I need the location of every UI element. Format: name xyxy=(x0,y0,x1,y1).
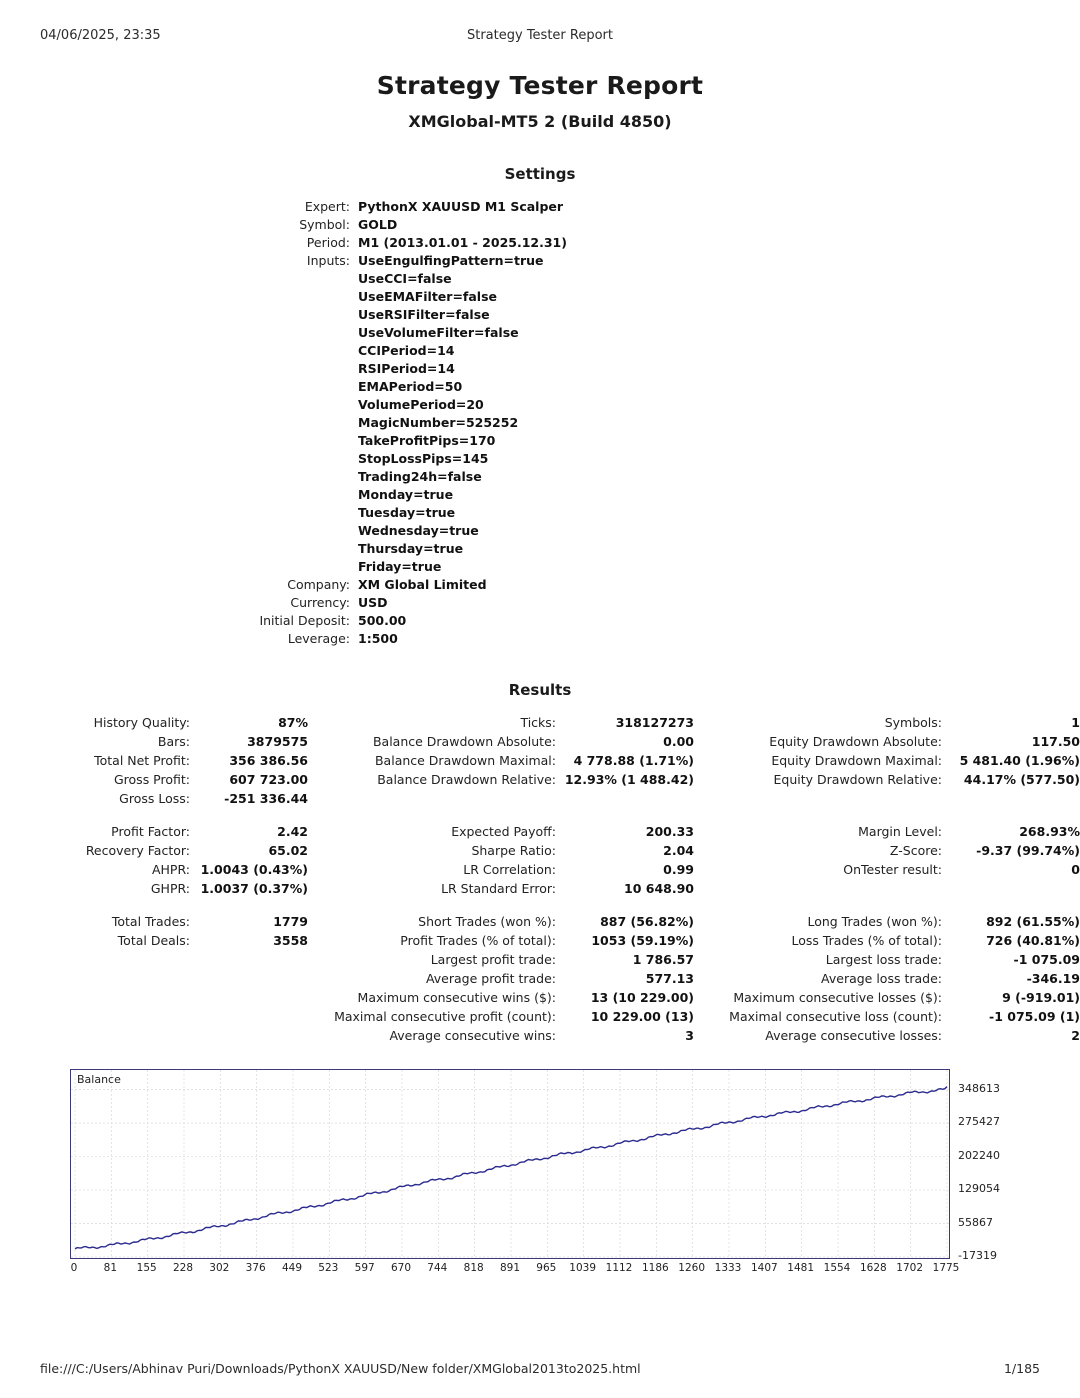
results-label xyxy=(40,988,198,1007)
results-value: 200.33 xyxy=(645,824,694,839)
results-value: 2.42 xyxy=(277,824,308,839)
balance-chart xyxy=(70,1069,1010,1284)
results-value: 0.00 xyxy=(663,734,694,749)
results-value: -1 075.09 (1) xyxy=(989,1009,1080,1024)
settings-row-value: StopLossPips=145 xyxy=(358,450,489,466)
results-label: Margin Level: xyxy=(858,824,942,839)
settings-row xyxy=(220,485,860,503)
chart-x-axis-labels xyxy=(70,1262,960,1280)
results-row xyxy=(40,1007,1080,1026)
chart-x-tick: 670 xyxy=(390,1262,412,1274)
results-label xyxy=(712,789,950,808)
results-spacer-cell xyxy=(40,898,1080,912)
results-label: Sharpe Ratio: xyxy=(471,843,556,858)
results-label xyxy=(40,969,198,988)
results-label: Equity Drawdown Absolute: xyxy=(769,734,942,749)
results-row xyxy=(40,789,1080,808)
results-value: 0 xyxy=(1071,862,1080,877)
chart-x-tick: 744 xyxy=(427,1262,448,1274)
chart-x-tick: 1260 xyxy=(678,1262,706,1274)
results-value: 0.99 xyxy=(663,862,694,877)
chart-x-tick: 891 xyxy=(499,1262,521,1274)
chart-x-tick: 818 xyxy=(463,1262,484,1274)
results-heading: Results xyxy=(508,681,572,699)
results-value xyxy=(950,879,1080,898)
results-label: Bars: xyxy=(157,734,190,749)
settings-row-value: XM Global Limited xyxy=(358,576,487,592)
results-value: 117.50 xyxy=(1031,734,1080,749)
settings-row-value: 500.00 xyxy=(358,612,407,628)
settings-row xyxy=(220,593,860,611)
settings-row xyxy=(220,431,860,449)
chart-x-tick: 1112 xyxy=(605,1262,633,1274)
settings-row xyxy=(220,377,860,395)
settings-row-value: MagicNumber=525252 xyxy=(358,414,519,430)
print-page-title: Strategy Tester Report xyxy=(466,28,613,43)
settings-row-label xyxy=(220,341,358,359)
settings-row-value: Trading24h=false xyxy=(358,468,482,484)
settings-row xyxy=(220,251,860,269)
settings-row xyxy=(220,521,860,539)
results-label: Z-Score: xyxy=(889,843,942,858)
results-label: Balance Drawdown Absolute: xyxy=(372,734,556,749)
chart-legend-label: Balance xyxy=(77,1073,121,1086)
results-row xyxy=(40,841,1080,860)
results-value: 65.02 xyxy=(268,843,308,858)
chart-y-tick: 202240 xyxy=(958,1148,1000,1162)
results-value: 2 xyxy=(1071,1028,1080,1043)
settings-row-value: EMAPeriod=50 xyxy=(358,378,463,394)
results-label: Gross Profit: xyxy=(113,772,190,787)
results-label: Recovery Factor: xyxy=(85,843,190,858)
results-label: Maximum consecutive wins ($): xyxy=(357,990,556,1005)
settings-row xyxy=(220,359,860,377)
results-label: Maximal consecutive loss (count): xyxy=(729,1009,942,1024)
results-value xyxy=(198,969,326,988)
settings-row-label xyxy=(220,287,358,305)
chart-x-tick: 1333 xyxy=(714,1262,742,1274)
chart-line-svg xyxy=(71,1070,950,1259)
results-value: -346.19 xyxy=(1026,971,1080,986)
chart-plot-area xyxy=(70,1069,950,1259)
results-row xyxy=(40,713,1080,732)
chart-y-tick: 275427 xyxy=(958,1115,1000,1129)
settings-row-label xyxy=(220,269,358,287)
results-row xyxy=(40,969,1080,988)
settings-row-value: UseCCI=false xyxy=(358,270,452,286)
results-label xyxy=(712,879,950,898)
results-label: Maximum consecutive losses ($): xyxy=(733,990,942,1005)
chart-x-tick: 0 xyxy=(70,1262,78,1274)
results-row xyxy=(40,770,1080,789)
chart-x-tick: 81 xyxy=(103,1262,118,1274)
chart-y-tick: -17319 xyxy=(958,1249,997,1262)
settings-row-value: UseEMAFilter=false xyxy=(358,288,497,304)
results-label: Long Trades (won %): xyxy=(807,914,942,929)
settings-row xyxy=(220,305,860,323)
results-value: 577.13 xyxy=(645,971,694,986)
settings-row-label xyxy=(220,377,358,395)
settings-row-value: PythonX XAUUSD M1 Scalper xyxy=(358,198,564,214)
settings-row xyxy=(220,449,860,467)
chart-x-tick: 376 xyxy=(245,1262,266,1274)
settings-row xyxy=(220,215,860,233)
settings-row xyxy=(220,629,860,647)
results-label: Total Deals: xyxy=(117,933,190,948)
settings-row-label xyxy=(220,305,358,323)
settings-row-label xyxy=(220,395,358,413)
results-label: Profit Trades (% of total): xyxy=(400,933,556,948)
settings-row xyxy=(220,539,860,557)
results-value: 892 (61.55%) xyxy=(986,914,1080,929)
chart-y-tick: 348613 xyxy=(958,1081,1000,1095)
settings-row xyxy=(220,503,860,521)
chart-x-tick: 965 xyxy=(536,1262,557,1274)
settings-row xyxy=(220,341,860,359)
settings-row xyxy=(220,575,860,593)
chart-x-tick: 1039 xyxy=(569,1262,597,1274)
settings-row-value: 1:500 xyxy=(358,630,398,646)
results-value: 887 (56.82%) xyxy=(600,914,694,929)
chart-x-tick: 302 xyxy=(209,1262,230,1274)
chart-x-tick: 1628 xyxy=(859,1262,887,1274)
results-spacer-cell xyxy=(40,808,1080,822)
settings-row xyxy=(220,467,860,485)
results-label: Balance Drawdown Maximal: xyxy=(374,753,556,768)
settings-row-value: M1 (2013.01.01 - 2025.12.31) xyxy=(358,234,567,250)
settings-row-value: RSIPeriod=14 xyxy=(358,360,455,376)
results-row xyxy=(40,1026,1080,1045)
results-label: LR Correlation: xyxy=(463,862,556,877)
results-value: -251 336.44 xyxy=(224,791,308,806)
results-label: Average loss trade: xyxy=(821,971,942,986)
chart-x-tick: 523 xyxy=(318,1262,339,1274)
settings-row xyxy=(220,233,860,251)
results-value: 1 786.57 xyxy=(632,952,694,967)
results-value: 1053 (59.19%) xyxy=(591,933,694,948)
browser-print-header xyxy=(40,0,1040,43)
browser-print-footer xyxy=(40,1361,1040,1376)
settings-row-label xyxy=(220,521,358,539)
results-label: Gross Loss: xyxy=(119,791,190,806)
results-value: 10 648.90 xyxy=(624,881,694,896)
results-label: Short Trades (won %): xyxy=(418,914,556,929)
chart-y-tick: 55867 xyxy=(958,1215,993,1229)
results-value: 5 481.40 (1.96%) xyxy=(959,753,1080,768)
settings-row-value: Thursday=true xyxy=(358,540,464,556)
results-value xyxy=(950,789,1080,808)
settings-row-value: CCIPeriod=14 xyxy=(358,342,455,358)
print-date: 04/06/2025, 23:35 xyxy=(40,28,161,43)
results-value xyxy=(198,1026,326,1045)
results-value: 1.0037 (0.37%) xyxy=(200,881,308,896)
results-spacer xyxy=(40,808,1080,822)
settings-row-value: USD xyxy=(358,594,388,610)
chart-y-axis-labels xyxy=(958,1069,1028,1262)
results-value: 2.04 xyxy=(663,843,694,858)
results-value: -1 075.09 xyxy=(1013,952,1080,967)
results-label: LR Standard Error: xyxy=(441,881,556,896)
results-label: AHPR: xyxy=(151,862,190,877)
results-value: 1779 xyxy=(273,914,308,929)
settings-row xyxy=(220,269,860,287)
settings-row xyxy=(220,323,860,341)
settings-row xyxy=(220,611,860,629)
chart-x-tick: 228 xyxy=(172,1262,194,1274)
results-label: Balance Drawdown Relative: xyxy=(377,772,556,787)
results-label: Total Trades: xyxy=(111,914,190,929)
settings-table xyxy=(220,197,860,647)
settings-row-label xyxy=(220,503,358,521)
results-row xyxy=(40,732,1080,751)
settings-row-value: Monday=true xyxy=(358,486,454,502)
results-label: Ticks: xyxy=(520,715,556,730)
results-value: 356 386.56 xyxy=(229,753,308,768)
settings-row-value: VolumePeriod=20 xyxy=(358,396,484,412)
settings-row-label xyxy=(220,539,358,557)
results-label: Largest profit trade: xyxy=(430,952,556,967)
results-label xyxy=(40,1026,198,1045)
settings-row-label xyxy=(220,431,358,449)
settings-row xyxy=(220,413,860,431)
results-value: 318127273 xyxy=(615,715,694,730)
chart-x-tick: 1554 xyxy=(823,1262,851,1274)
settings-row-label xyxy=(220,485,358,503)
results-value: 1.0043 (0.43%) xyxy=(200,862,308,877)
results-label: Average consecutive losses: xyxy=(765,1028,942,1043)
results-label: Loss Trades (% of total): xyxy=(791,933,942,948)
settings-row xyxy=(220,395,860,413)
results-label: Equity Drawdown Maximal: xyxy=(771,753,942,768)
settings-row-label xyxy=(220,413,358,431)
settings-row-label: Inputs: xyxy=(306,252,350,268)
results-row xyxy=(40,751,1080,770)
settings-row-value: GOLD xyxy=(358,216,398,232)
results-label: Average profit trade: xyxy=(425,971,556,986)
settings-row-label xyxy=(220,557,358,575)
results-value: 3 xyxy=(685,1028,694,1043)
source-url: file:///C:/Users/Abhinav Puri/Downloads/PythonX XAUUSD/New folder/XMGlobal2013to2025.html xyxy=(40,1361,641,1376)
settings-row-value: Friday=true xyxy=(358,558,442,574)
chart-x-tick: 449 xyxy=(281,1262,303,1274)
results-row xyxy=(40,860,1080,879)
page-title: Strategy Tester Report xyxy=(376,71,704,100)
settings-row xyxy=(220,197,860,215)
results-value: 607 723.00 xyxy=(229,772,308,787)
results-value: 3558 xyxy=(273,933,308,948)
results-label xyxy=(326,789,564,808)
results-label: Total Net Profit: xyxy=(94,753,190,768)
settings-row-value: Wednesday=true xyxy=(358,522,479,538)
results-label xyxy=(40,950,198,969)
settings-row xyxy=(220,287,860,305)
chart-y-tick: 129054 xyxy=(958,1182,1000,1196)
results-label: Symbols: xyxy=(884,715,942,730)
settings-row-value: UseRSIFilter=false xyxy=(358,306,490,322)
results-value: 3879575 xyxy=(247,734,308,749)
results-label: GHPR: xyxy=(150,881,190,896)
results-label xyxy=(40,1007,198,1026)
settings-row-label: Expert: xyxy=(304,198,350,214)
results-row xyxy=(40,912,1080,931)
results-value: -9.37 (99.74%) xyxy=(976,843,1080,858)
results-label: Expected Payoff: xyxy=(451,824,556,839)
results-value: 1 xyxy=(1071,715,1080,730)
chart-x-tick: 1702 xyxy=(896,1262,924,1274)
results-value xyxy=(198,988,326,1007)
settings-row-label: Initial Deposit: xyxy=(259,612,350,628)
settings-row xyxy=(220,557,860,575)
results-row xyxy=(40,931,1080,950)
page-number: 1/185 xyxy=(1003,1361,1040,1376)
chart-x-tick: 1775 xyxy=(932,1262,960,1274)
chart-x-tick: 597 xyxy=(354,1262,375,1274)
results-label: Maximal consecutive profit (count): xyxy=(334,1009,556,1024)
settings-row-label xyxy=(220,467,358,485)
results-value: 12.93% (1 488.42) xyxy=(564,772,694,787)
results-label: Largest loss trade: xyxy=(825,952,942,967)
results-value: 268.93% xyxy=(1019,824,1080,839)
chart-x-tick: 155 xyxy=(136,1262,157,1274)
settings-row-label: Company: xyxy=(287,576,350,592)
chart-x-tick: 1407 xyxy=(750,1262,778,1274)
results-label: Profit Factor: xyxy=(111,824,190,839)
results-value: 726 (40.81%) xyxy=(986,933,1080,948)
settings-row-value: UseEngulfingPattern=true xyxy=(358,252,544,268)
chart-x-tick: 1186 xyxy=(641,1262,669,1274)
results-label: OnTester result: xyxy=(843,862,942,877)
settings-block xyxy=(220,197,860,647)
results-spacer xyxy=(40,898,1080,912)
results-value xyxy=(198,950,326,969)
settings-row-label: Symbol: xyxy=(299,216,350,232)
results-row xyxy=(40,879,1080,898)
results-value xyxy=(564,789,712,808)
settings-row-value: TakeProfitPips=170 xyxy=(358,432,496,448)
settings-row-value: UseVolumeFilter=false xyxy=(358,324,519,340)
settings-row-label xyxy=(220,359,358,377)
results-table xyxy=(40,713,1080,1045)
settings-row-label xyxy=(220,449,358,467)
results-label: Equity Drawdown Relative: xyxy=(773,772,942,787)
settings-row-label: Period: xyxy=(306,234,350,250)
results-row xyxy=(40,822,1080,841)
chart-x-tick: 1481 xyxy=(787,1262,815,1274)
results-value: 10 229.00 (13) xyxy=(590,1009,694,1024)
results-label: Average consecutive wins: xyxy=(389,1028,556,1043)
results-label: History Quality: xyxy=(93,715,190,730)
settings-row-value: Tuesday=true xyxy=(358,504,456,520)
results-block xyxy=(40,713,1080,1045)
results-value: 13 (10 229.00) xyxy=(590,990,694,1005)
results-value xyxy=(198,1007,326,1026)
results-row xyxy=(40,950,1080,969)
results-value: 44.17% (577.50) xyxy=(963,772,1080,787)
results-row xyxy=(40,988,1080,1007)
results-value: 4 778.88 (1.71%) xyxy=(573,753,694,768)
settings-row-label: Currency: xyxy=(290,594,350,610)
settings-row-label: Leverage: xyxy=(287,630,350,646)
settings-row-label xyxy=(220,323,358,341)
settings-heading: Settings xyxy=(504,165,576,183)
results-value: 87% xyxy=(278,715,308,730)
results-value: 9 (-919.01) xyxy=(1002,990,1080,1005)
server-build-subtitle: XMGlobal-MT5 2 (Build 4850) xyxy=(408,112,672,131)
